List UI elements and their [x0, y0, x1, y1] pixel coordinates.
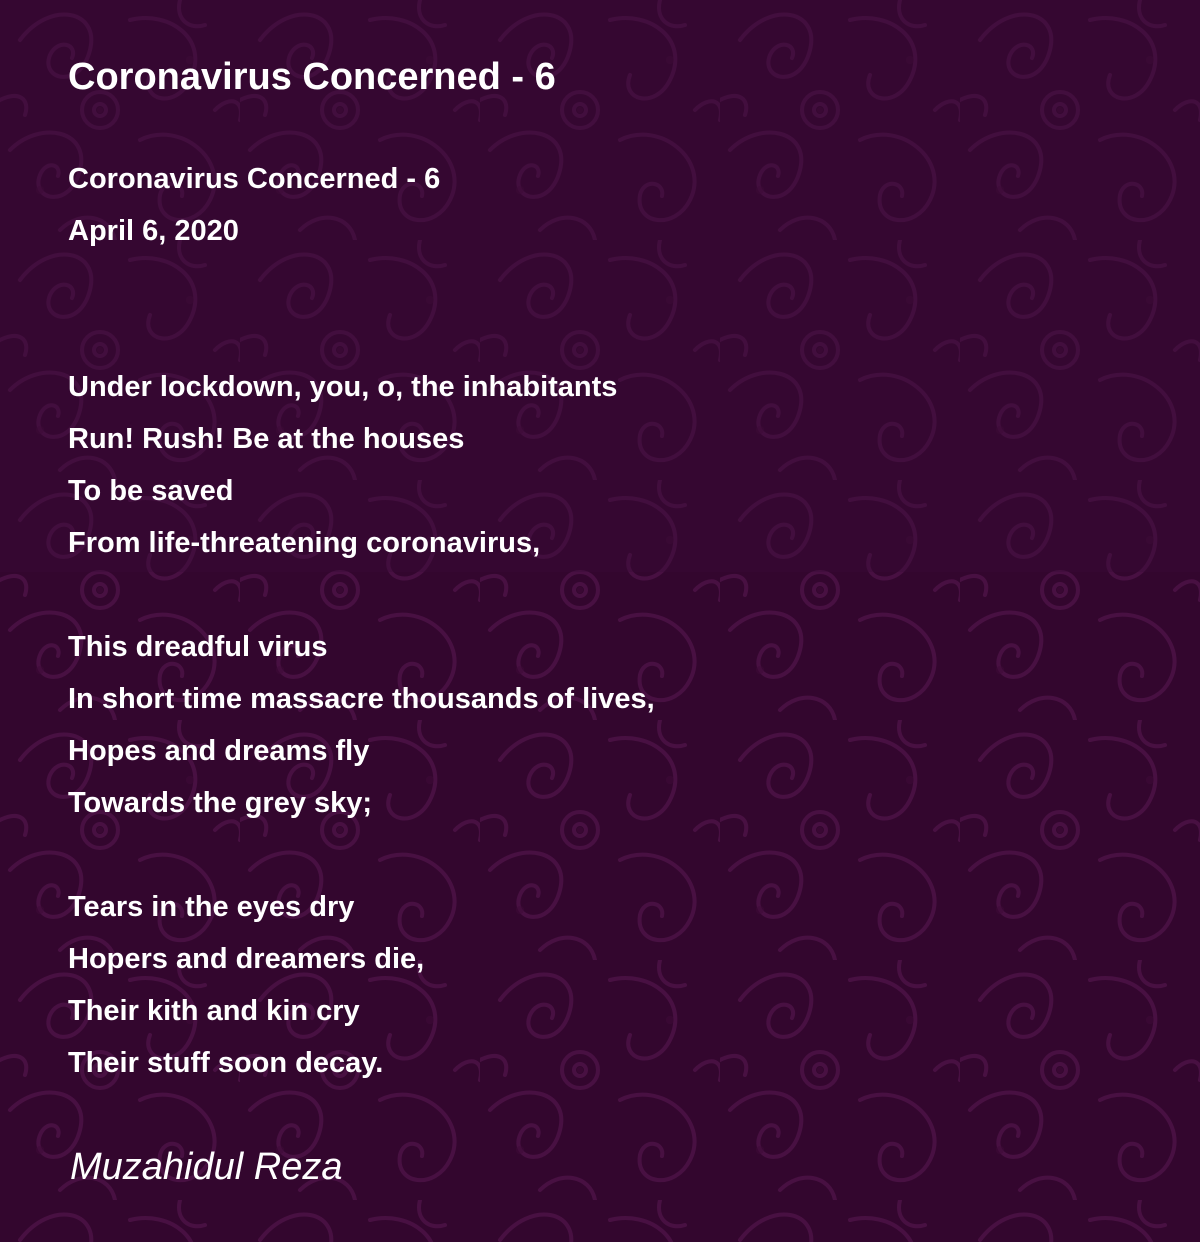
- poem-line: Under lockdown, you, o, the inhabitants: [68, 371, 618, 403]
- poem-line: Run! Rush! Be at the houses: [68, 423, 465, 455]
- poem-line: Their kith and kin cry: [68, 995, 360, 1027]
- poem-line: This dreadful virus: [68, 631, 328, 663]
- poem-line: Towards the grey sky;: [68, 787, 373, 819]
- poem-line: To be saved: [68, 475, 234, 507]
- poem-line: [68, 829, 655, 881]
- poem-line: Coronavirus Concerned - 6: [68, 163, 441, 195]
- poem-body: [68, 153, 655, 1089]
- poem-line: Hopers and dreamers die,: [68, 943, 425, 975]
- poem-line: Their stuff soon decay.: [68, 1047, 384, 1079]
- poem-line: Hopes and dreams fly: [68, 735, 370, 767]
- page-title: Coronavirus Concerned - 6: [68, 56, 556, 98]
- author-name: Muzahidul Reza: [70, 1146, 343, 1188]
- poem-line: [68, 569, 655, 621]
- poem-line: In short time massacre thousands of lives,: [68, 683, 655, 715]
- poem-line: Tears in the eyes dry: [68, 891, 355, 923]
- poem-line: From life-threatening coronavirus,: [68, 527, 541, 559]
- poem-line: [68, 257, 655, 309]
- poem-line: April 6, 2020: [68, 215, 239, 247]
- poem-line: [68, 309, 655, 361]
